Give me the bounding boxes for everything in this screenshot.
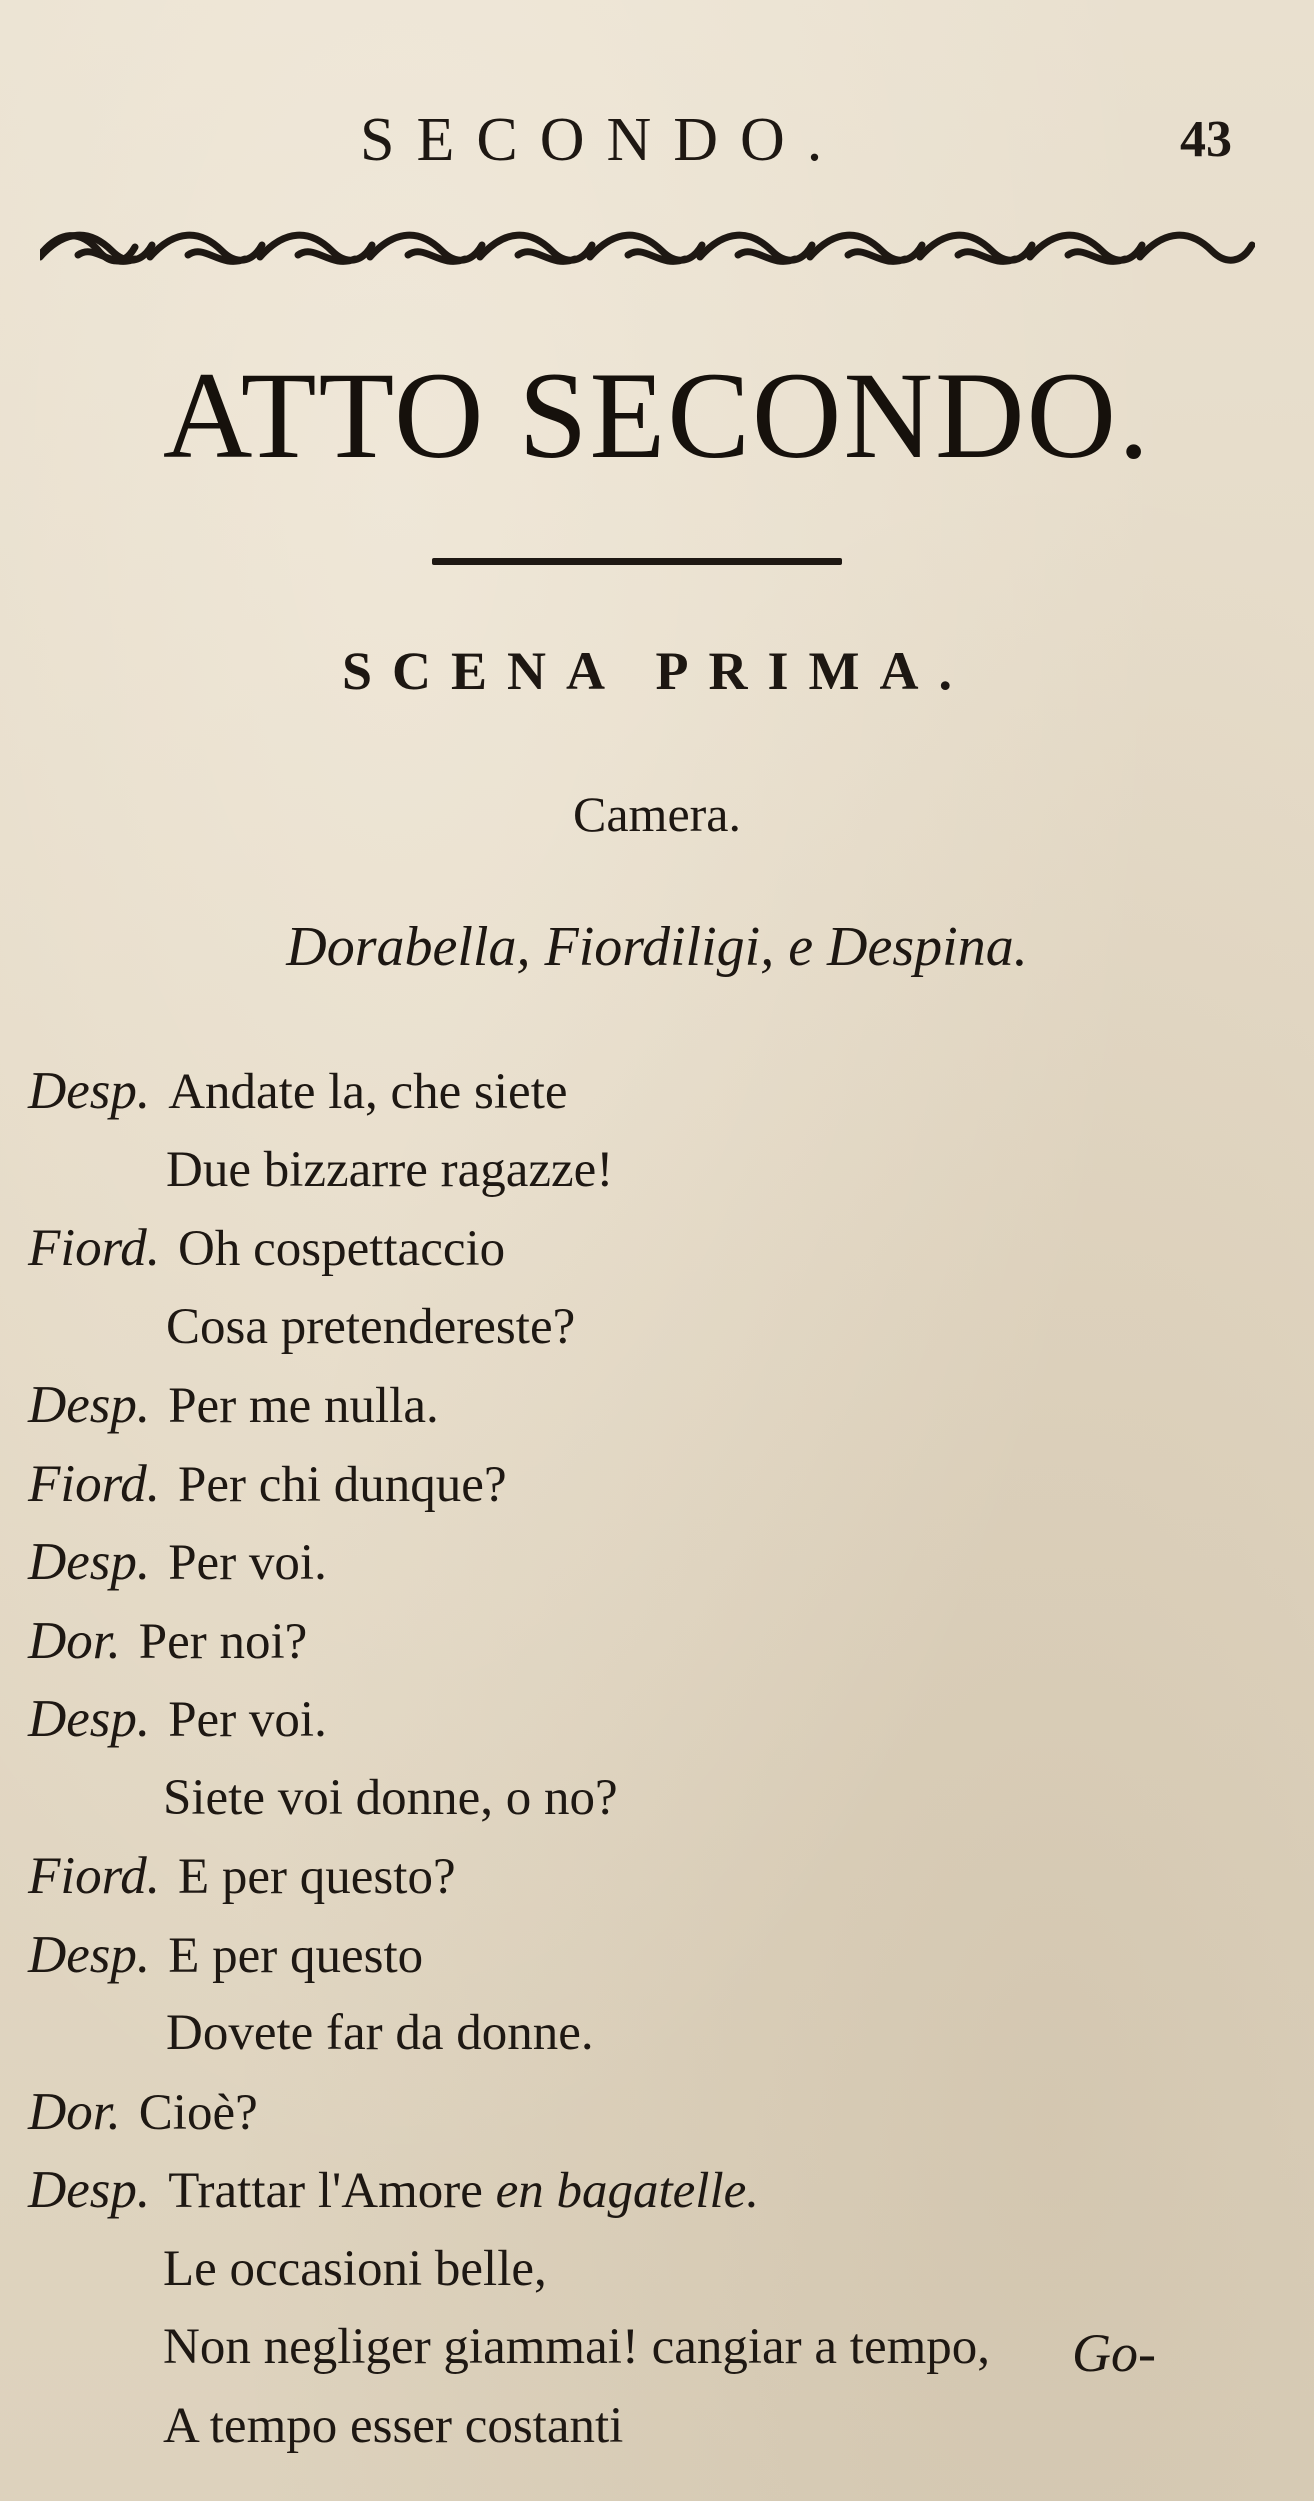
page-number: 43	[1180, 111, 1232, 168]
line-text: Due bizzarre ragazze!	[166, 1141, 614, 1198]
line-text: Per chi dunque?	[178, 1456, 507, 1513]
dialogue-line	[28, 1994, 1298, 2073]
speaker: Dor.	[28, 2082, 121, 2141]
title-rule	[432, 558, 842, 565]
dialogue-line	[28, 2151, 1298, 2230]
dialogue-line	[28, 1288, 1298, 1367]
speaker: Desp.	[28, 1533, 151, 1591]
dialogue-line	[28, 2230, 1298, 2309]
line-text: Dovete far da donne.	[166, 2005, 594, 2061]
line-text: Cosa pretendereste?	[166, 1298, 576, 1355]
running-head: SECONDO.	[360, 106, 845, 174]
line-text: Non negliger giammai! cangiar a tempo,	[163, 2319, 991, 2375]
line-text: A tempo esser costanti	[163, 2397, 624, 2454]
speaker: Fiord.	[28, 1847, 161, 1905]
dialogue-line	[28, 1052, 1298, 1131]
dialogue-line	[28, 1131, 1298, 1210]
speaker: Fiord.	[28, 1219, 161, 1277]
line-text: Oh cospettaccio	[178, 1221, 506, 1277]
line-text: Per noi?	[138, 1613, 308, 1670]
catchword: Go-	[1072, 2323, 1156, 2383]
line-text: Siete voi donne, o no?	[163, 1769, 618, 1826]
speaker: Fiord.	[28, 1454, 161, 1513]
dialogue-line	[28, 1759, 1298, 1838]
speaker: Desp.	[28, 1690, 151, 1748]
dialogue-line	[28, 1523, 1298, 1602]
speaker: Desp.	[28, 1062, 151, 1120]
line-text: Per voi.	[168, 1692, 327, 1748]
line-text: Le occasioni belle,	[163, 2240, 547, 2297]
italic-phrase: en bagatelle.	[495, 2163, 760, 2219]
dialogue-line	[28, 2387, 1298, 2466]
wave-ornament-border	[40, 225, 1255, 275]
line-text: Per me nulla.	[168, 1378, 439, 1434]
line-text: Per voi.	[168, 1535, 327, 1591]
speaker: Desp.	[28, 2161, 151, 2219]
dialogue-line	[28, 1209, 1298, 1288]
speaker: Desp.	[28, 1925, 151, 1984]
scene-title: SCENA PRIMA.	[341, 641, 973, 701]
line-text: E per questo	[168, 1927, 424, 1984]
dialogue-line	[28, 1837, 1298, 1916]
dialogue-line	[28, 1445, 1298, 1524]
act-title: ATTO SECONDO.	[162, 347, 1152, 484]
speaker: Dor.	[28, 1611, 121, 1670]
line-text: Cioè?	[138, 2084, 258, 2141]
speaker: Desp.	[28, 1376, 151, 1434]
dialogue	[28, 1052, 1298, 2465]
line-text: Trattar l'Amore	[168, 2163, 483, 2219]
line-text: E per questo?	[178, 1849, 456, 1905]
dialogue-line	[28, 1602, 1298, 1681]
dialogue-line	[28, 1680, 1298, 1759]
dialogue-line	[28, 1916, 1298, 1995]
scene-characters: Dorabella, Fiordiligi, e Despina.	[286, 916, 1028, 978]
line-text: Andate la, che siete	[168, 1064, 568, 1120]
dialogue-line	[28, 1366, 1298, 1445]
scene-setting: Camera.	[573, 786, 741, 842]
dialogue-line	[28, 2073, 1298, 2152]
